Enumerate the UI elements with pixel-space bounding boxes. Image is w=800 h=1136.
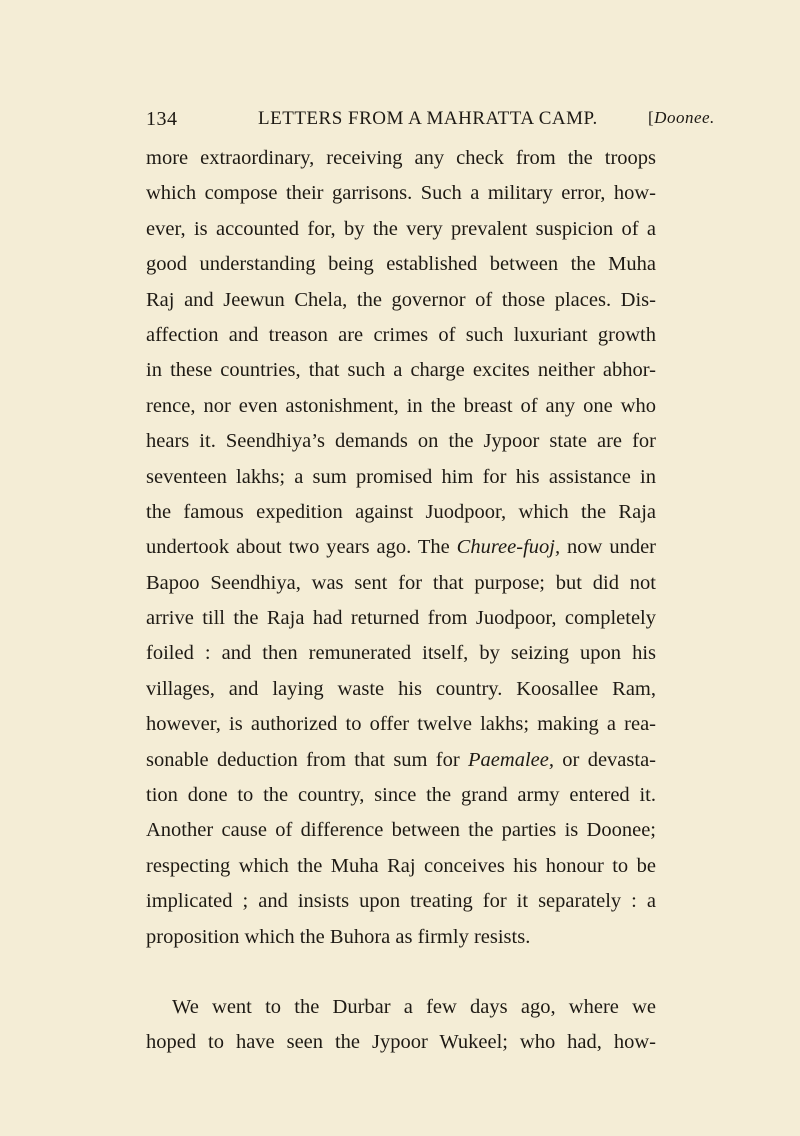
text-line: more extraordinary, receiving any check from the troops — [146, 147, 656, 169]
text-line: arrive till the Raja had returned from Juodpoor, completely — [146, 607, 656, 630]
running-title: LETTERS FROM A MAHRATTA CAMP. — [258, 108, 598, 129]
text-line: respecting which the Muha Raj conceives his honour to be — [146, 854, 656, 877]
body-text — [146, 141, 656, 1061]
text-line: We went to the Durbar a few days ago, where we — [172, 995, 656, 1018]
section-name: Doonee. — [654, 108, 715, 127]
italic-term: Churee-fuoj, — [456, 536, 561, 559]
running-head — [146, 108, 716, 138]
text-line: proposition which the Buhora as firmly resists. — [146, 925, 531, 948]
text-line: hoped to have seen the Jypoor Wukeel; who had, how- — [146, 1031, 656, 1054]
text-line: tion done to the country, since the grand army entered it. — [146, 784, 656, 807]
text-line: rence, nor even astonishment, in the breast of any one who — [146, 394, 656, 417]
text-line: villages, and laying waste his country. Koosallee Ram, — [146, 677, 656, 700]
text-line: foiled : and then remunerated itself, by seizing upon his — [146, 642, 656, 665]
page-number: 134 — [146, 108, 178, 130]
text-line: in these countries, that such a charge excites neither abhor- — [146, 359, 656, 382]
text-line: ever, is accounted for, by the very prevalent suspicion of a — [146, 217, 656, 240]
text-segment: or devasta- — [553, 748, 656, 771]
text-segment: now under — [560, 536, 656, 559]
section-bracket: [ — [648, 108, 655, 127]
text-line: which compose their garrisons. Such a military error, how- — [146, 182, 656, 205]
text-line: implicated ; and insists upon treating for it separately : a — [146, 890, 656, 913]
text-line: Another cause of difference between the parties is Doonee; — [146, 819, 656, 842]
text-line: affection and treason are crimes of such luxuriant growth — [146, 323, 656, 346]
paragraph-gap — [146, 955, 656, 990]
text-line: the famous expedition against Juodpoor, which the Raja — [146, 500, 656, 523]
text-segment: sonable deduction from that sum for — [146, 748, 469, 771]
text-line: Bapoo Seendhiya, was sent for that purpose; but did not — [146, 571, 656, 594]
text-segment: undertook about two years ago. The — [146, 536, 457, 559]
text-line: Raj and Jeewun Chela, the governor of those places. Dis- — [146, 288, 656, 311]
text-line — [146, 530, 656, 565]
text-line: good understanding being established between the Muha — [146, 253, 656, 276]
text-line: however, is authorized to offer twelve lakhs; making a rea- — [146, 713, 656, 736]
text-line: seventeen lakhs; a sum promised him for his assistance in — [146, 465, 656, 488]
italic-term: Paemalee, — [468, 748, 554, 771]
text-line — [146, 743, 656, 778]
text-line: hears it. Seendhiya’s demands on the Jypoor state are for — [146, 430, 656, 453]
section-reference — [648, 108, 715, 128]
